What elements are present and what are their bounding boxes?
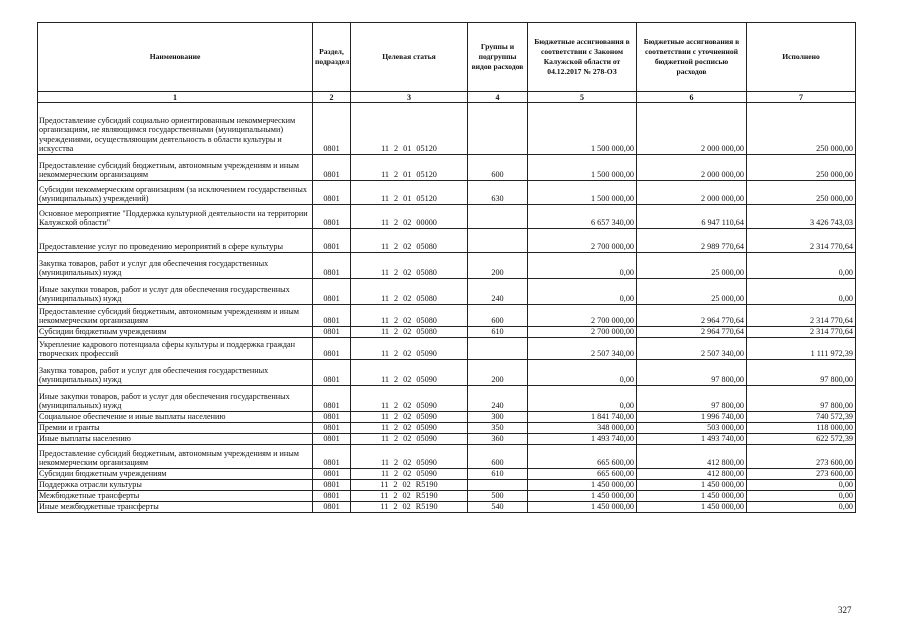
row-plan-amount: 1 450 000,00 <box>637 502 747 513</box>
row-plan-amount: 25 000,00 <box>637 253 747 279</box>
row-done-amount: 1 111 972,39 <box>747 338 856 360</box>
row-law-amount: 2 700 000,00 <box>528 229 637 253</box>
table-row <box>38 491 856 502</box>
row-name: Предоставление субсидий бюджетным, автономным учреждениям и иным некоммерческим организациям <box>38 305 313 327</box>
row-name: Предоставление субсидий социально ориентированным некоммерческим организациям, не являющимся государственными (муниципальными) учреждениями, осуществляющим деятельность в области культуры и искусства <box>38 103 313 155</box>
column-number: 5 <box>528 92 637 103</box>
table-row <box>38 412 856 423</box>
table-row <box>38 103 856 155</box>
row-section: 0801 <box>313 469 351 480</box>
row-group <box>468 229 528 253</box>
row-law-amount: 1 500 000,00 <box>528 155 637 181</box>
row-group: 200 <box>468 253 528 279</box>
row-plan-amount: 2 000 000,00 <box>637 181 747 205</box>
header-group: Группы и подгруппы видов расходов <box>468 23 528 92</box>
row-target: 11 2 02 05090 <box>351 445 468 469</box>
row-group: 240 <box>468 386 528 412</box>
row-target: 11 2 02 R5190 <box>351 480 468 491</box>
row-target: 11 2 02 05080 <box>351 305 468 327</box>
row-plan-amount: 2 964 770,64 <box>637 305 747 327</box>
table-row <box>38 480 856 491</box>
row-plan-amount: 412 800,00 <box>637 445 747 469</box>
row-law-amount: 1 450 000,00 <box>528 491 637 502</box>
row-target: 11 2 02 05090 <box>351 434 468 445</box>
row-name: Субсидии бюджетным учреждениям <box>38 469 313 480</box>
row-plan-amount: 2 000 000,00 <box>637 155 747 181</box>
row-plan-amount: 503 000,00 <box>637 423 747 434</box>
column-number-row <box>38 92 856 103</box>
row-plan-amount: 1 996 740,00 <box>637 412 747 423</box>
row-target: 11 2 01 05120 <box>351 181 468 205</box>
row-done-amount: 273 600,00 <box>747 469 856 480</box>
row-plan-amount: 2 989 770,64 <box>637 229 747 253</box>
row-plan-amount: 2 000 000,00 <box>637 103 747 155</box>
row-group <box>468 480 528 491</box>
row-group: 600 <box>468 305 528 327</box>
column-number: 6 <box>637 92 747 103</box>
row-name: Социальное обеспечение и иные выплаты населению <box>38 412 313 423</box>
row-name: Межбюджетные трансферты <box>38 491 313 502</box>
row-section: 0801 <box>313 181 351 205</box>
header-target: Целевая статья <box>351 23 468 92</box>
row-section: 0801 <box>313 205 351 229</box>
row-plan-amount: 412 800,00 <box>637 469 747 480</box>
page-number: 327 <box>838 605 852 615</box>
table-row <box>38 469 856 480</box>
row-plan-amount: 1 450 000,00 <box>637 491 747 502</box>
row-plan-amount: 6 947 110,64 <box>637 205 747 229</box>
table-row <box>38 445 856 469</box>
row-done-amount: 97 800,00 <box>747 360 856 386</box>
row-name: Премии и гранты <box>38 423 313 434</box>
table-row <box>38 434 856 445</box>
row-done-amount: 273 600,00 <box>747 445 856 469</box>
row-plan-amount: 97 800,00 <box>637 360 747 386</box>
row-section: 0801 <box>313 445 351 469</box>
row-target: 11 2 02 05090 <box>351 360 468 386</box>
row-section: 0801 <box>313 103 351 155</box>
row-target: 11 2 02 R5190 <box>351 502 468 513</box>
table-row <box>38 205 856 229</box>
row-section: 0801 <box>313 480 351 491</box>
row-name: Иные межбюджетные трансферты <box>38 502 313 513</box>
header-name: Наименование <box>38 23 313 92</box>
row-group <box>468 103 528 155</box>
table-row <box>38 360 856 386</box>
table-row <box>38 386 856 412</box>
row-done-amount: 0,00 <box>747 253 856 279</box>
row-plan-amount: 2 507 340,00 <box>637 338 747 360</box>
row-section: 0801 <box>313 434 351 445</box>
table-row <box>38 229 856 253</box>
row-section: 0801 <box>313 423 351 434</box>
header-row <box>38 23 856 92</box>
column-number: 3 <box>351 92 468 103</box>
row-group: 500 <box>468 491 528 502</box>
row-section: 0801 <box>313 229 351 253</box>
row-target: 11 2 02 05080 <box>351 279 468 305</box>
row-name: Укрепление кадрового потенциала сферы культуры и поддержка граждан творческих профессий <box>38 338 313 360</box>
row-plan-amount: 2 964 770,64 <box>637 327 747 338</box>
row-target: 11 2 02 05080 <box>351 327 468 338</box>
row-group: 610 <box>468 469 528 480</box>
row-group: 540 <box>468 502 528 513</box>
row-group: 600 <box>468 445 528 469</box>
row-law-amount: 1 450 000,00 <box>528 502 637 513</box>
row-name: Предоставление субсидий бюджетным, автономным учреждениям и иным некоммерческим организациям <box>38 155 313 181</box>
row-law-amount: 348 000,00 <box>528 423 637 434</box>
row-law-amount: 665 600,00 <box>528 469 637 480</box>
row-law-amount: 1 841 740,00 <box>528 412 637 423</box>
row-done-amount: 0,00 <box>747 480 856 491</box>
row-plan-amount: 1 493 740,00 <box>637 434 747 445</box>
row-name: Закупка товаров, работ и услуг для обеспечения государственных (муниципальных) нужд <box>38 360 313 386</box>
row-done-amount: 0,00 <box>747 502 856 513</box>
row-name: Субсидии бюджетным учреждениям <box>38 327 313 338</box>
header-done: Исполнено <box>747 23 856 92</box>
row-done-amount: 0,00 <box>747 279 856 305</box>
table-row <box>38 305 856 327</box>
row-section: 0801 <box>313 305 351 327</box>
table-body <box>38 103 856 513</box>
row-section: 0801 <box>313 338 351 360</box>
row-name: Закупка товаров, работ и услуг для обеспечения государственных (муниципальных) нужд <box>38 253 313 279</box>
row-done-amount: 3 426 743,03 <box>747 205 856 229</box>
table-row <box>38 502 856 513</box>
row-group <box>468 338 528 360</box>
row-law-amount: 2 507 340,00 <box>528 338 637 360</box>
row-group: 350 <box>468 423 528 434</box>
table-row <box>38 279 856 305</box>
row-target: 11 2 01 05120 <box>351 103 468 155</box>
row-target: 11 2 02 00000 <box>351 205 468 229</box>
row-plan-amount: 25 000,00 <box>637 279 747 305</box>
row-group: 240 <box>468 279 528 305</box>
row-law-amount: 1 493 740,00 <box>528 434 637 445</box>
row-section: 0801 <box>313 502 351 513</box>
table-row <box>38 181 856 205</box>
row-done-amount: 2 314 770,64 <box>747 305 856 327</box>
row-group: 300 <box>468 412 528 423</box>
header-section: Раздел, подраздел <box>313 23 351 92</box>
row-name: Иные закупки товаров, работ и услуг для обеспечения государственных (муниципальных) нужд <box>38 279 313 305</box>
row-target: 11 2 02 05080 <box>351 229 468 253</box>
row-section: 0801 <box>313 412 351 423</box>
row-target: 11 2 02 R5190 <box>351 491 468 502</box>
column-number: 7 <box>747 92 856 103</box>
row-done-amount: 250 000,00 <box>747 181 856 205</box>
row-group: 610 <box>468 327 528 338</box>
row-law-amount: 0,00 <box>528 253 637 279</box>
row-done-amount: 2 314 770,64 <box>747 229 856 253</box>
row-done-amount: 250 000,00 <box>747 103 856 155</box>
table-row <box>38 423 856 434</box>
row-law-amount: 665 600,00 <box>528 445 637 469</box>
row-group: 200 <box>468 360 528 386</box>
row-plan-amount: 1 450 000,00 <box>637 480 747 491</box>
budget-table <box>37 22 856 513</box>
row-target: 11 2 02 05090 <box>351 469 468 480</box>
row-group: 360 <box>468 434 528 445</box>
row-name: Субсидии некоммерческим организациям (за исключением государственных (муниципальных) учреждений) <box>38 181 313 205</box>
row-target: 11 2 02 05090 <box>351 386 468 412</box>
row-done-amount: 0,00 <box>747 491 856 502</box>
row-name: Основное мероприятие "Поддержка культурной деятельности на территории Калужской области" <box>38 205 313 229</box>
row-done-amount: 250 000,00 <box>747 155 856 181</box>
row-target: 11 2 01 05120 <box>351 155 468 181</box>
row-group <box>468 205 528 229</box>
row-name: Поддержка отрасли культуры <box>38 480 313 491</box>
column-number: 2 <box>313 92 351 103</box>
row-name: Предоставление субсидий бюджетным, автономным учреждениям и иным некоммерческим организациям <box>38 445 313 469</box>
row-name: Иные выплаты населению <box>38 434 313 445</box>
row-law-amount: 0,00 <box>528 360 637 386</box>
row-done-amount: 118 000,00 <box>747 423 856 434</box>
column-number: 4 <box>468 92 528 103</box>
row-group: 630 <box>468 181 528 205</box>
row-law-amount: 1 450 000,00 <box>528 480 637 491</box>
row-done-amount: 97 800,00 <box>747 386 856 412</box>
row-section: 0801 <box>313 155 351 181</box>
row-target: 11 2 02 05090 <box>351 412 468 423</box>
header-law: Бюджетные ассигнования в соответствии с Законом Калужской области от 04.12.2017 № 278-ОЗ <box>528 23 637 92</box>
row-law-amount: 0,00 <box>528 386 637 412</box>
row-section: 0801 <box>313 253 351 279</box>
row-section: 0801 <box>313 360 351 386</box>
row-law-amount: 1 500 000,00 <box>528 103 637 155</box>
header-plan: Бюджетные ассигнования в соответствии с уточненной бюджетной росписью расходов <box>637 23 747 92</box>
row-law-amount: 0,00 <box>528 279 637 305</box>
table-row <box>38 155 856 181</box>
row-law-amount: 1 500 000,00 <box>528 181 637 205</box>
column-number: 1 <box>38 92 313 103</box>
row-target: 11 2 02 05080 <box>351 253 468 279</box>
table-row <box>38 327 856 338</box>
row-done-amount: 2 314 770,64 <box>747 327 856 338</box>
row-law-amount: 2 700 000,00 <box>528 305 637 327</box>
table-row <box>38 253 856 279</box>
row-section: 0801 <box>313 327 351 338</box>
row-target: 11 2 02 05090 <box>351 423 468 434</box>
row-done-amount: 622 572,39 <box>747 434 856 445</box>
row-section: 0801 <box>313 491 351 502</box>
row-law-amount: 2 700 000,00 <box>528 327 637 338</box>
row-done-amount: 740 572,39 <box>747 412 856 423</box>
row-plan-amount: 97 800,00 <box>637 386 747 412</box>
row-section: 0801 <box>313 386 351 412</box>
row-name: Иные закупки товаров, работ и услуг для обеспечения государственных (муниципальных) нужд <box>38 386 313 412</box>
row-target: 11 2 02 05090 <box>351 338 468 360</box>
table-row <box>38 338 856 360</box>
row-section: 0801 <box>313 279 351 305</box>
row-group: 600 <box>468 155 528 181</box>
row-name: Предоставление услуг по проведению мероприятий в сфере культуры <box>38 229 313 253</box>
row-law-amount: 6 657 340,00 <box>528 205 637 229</box>
